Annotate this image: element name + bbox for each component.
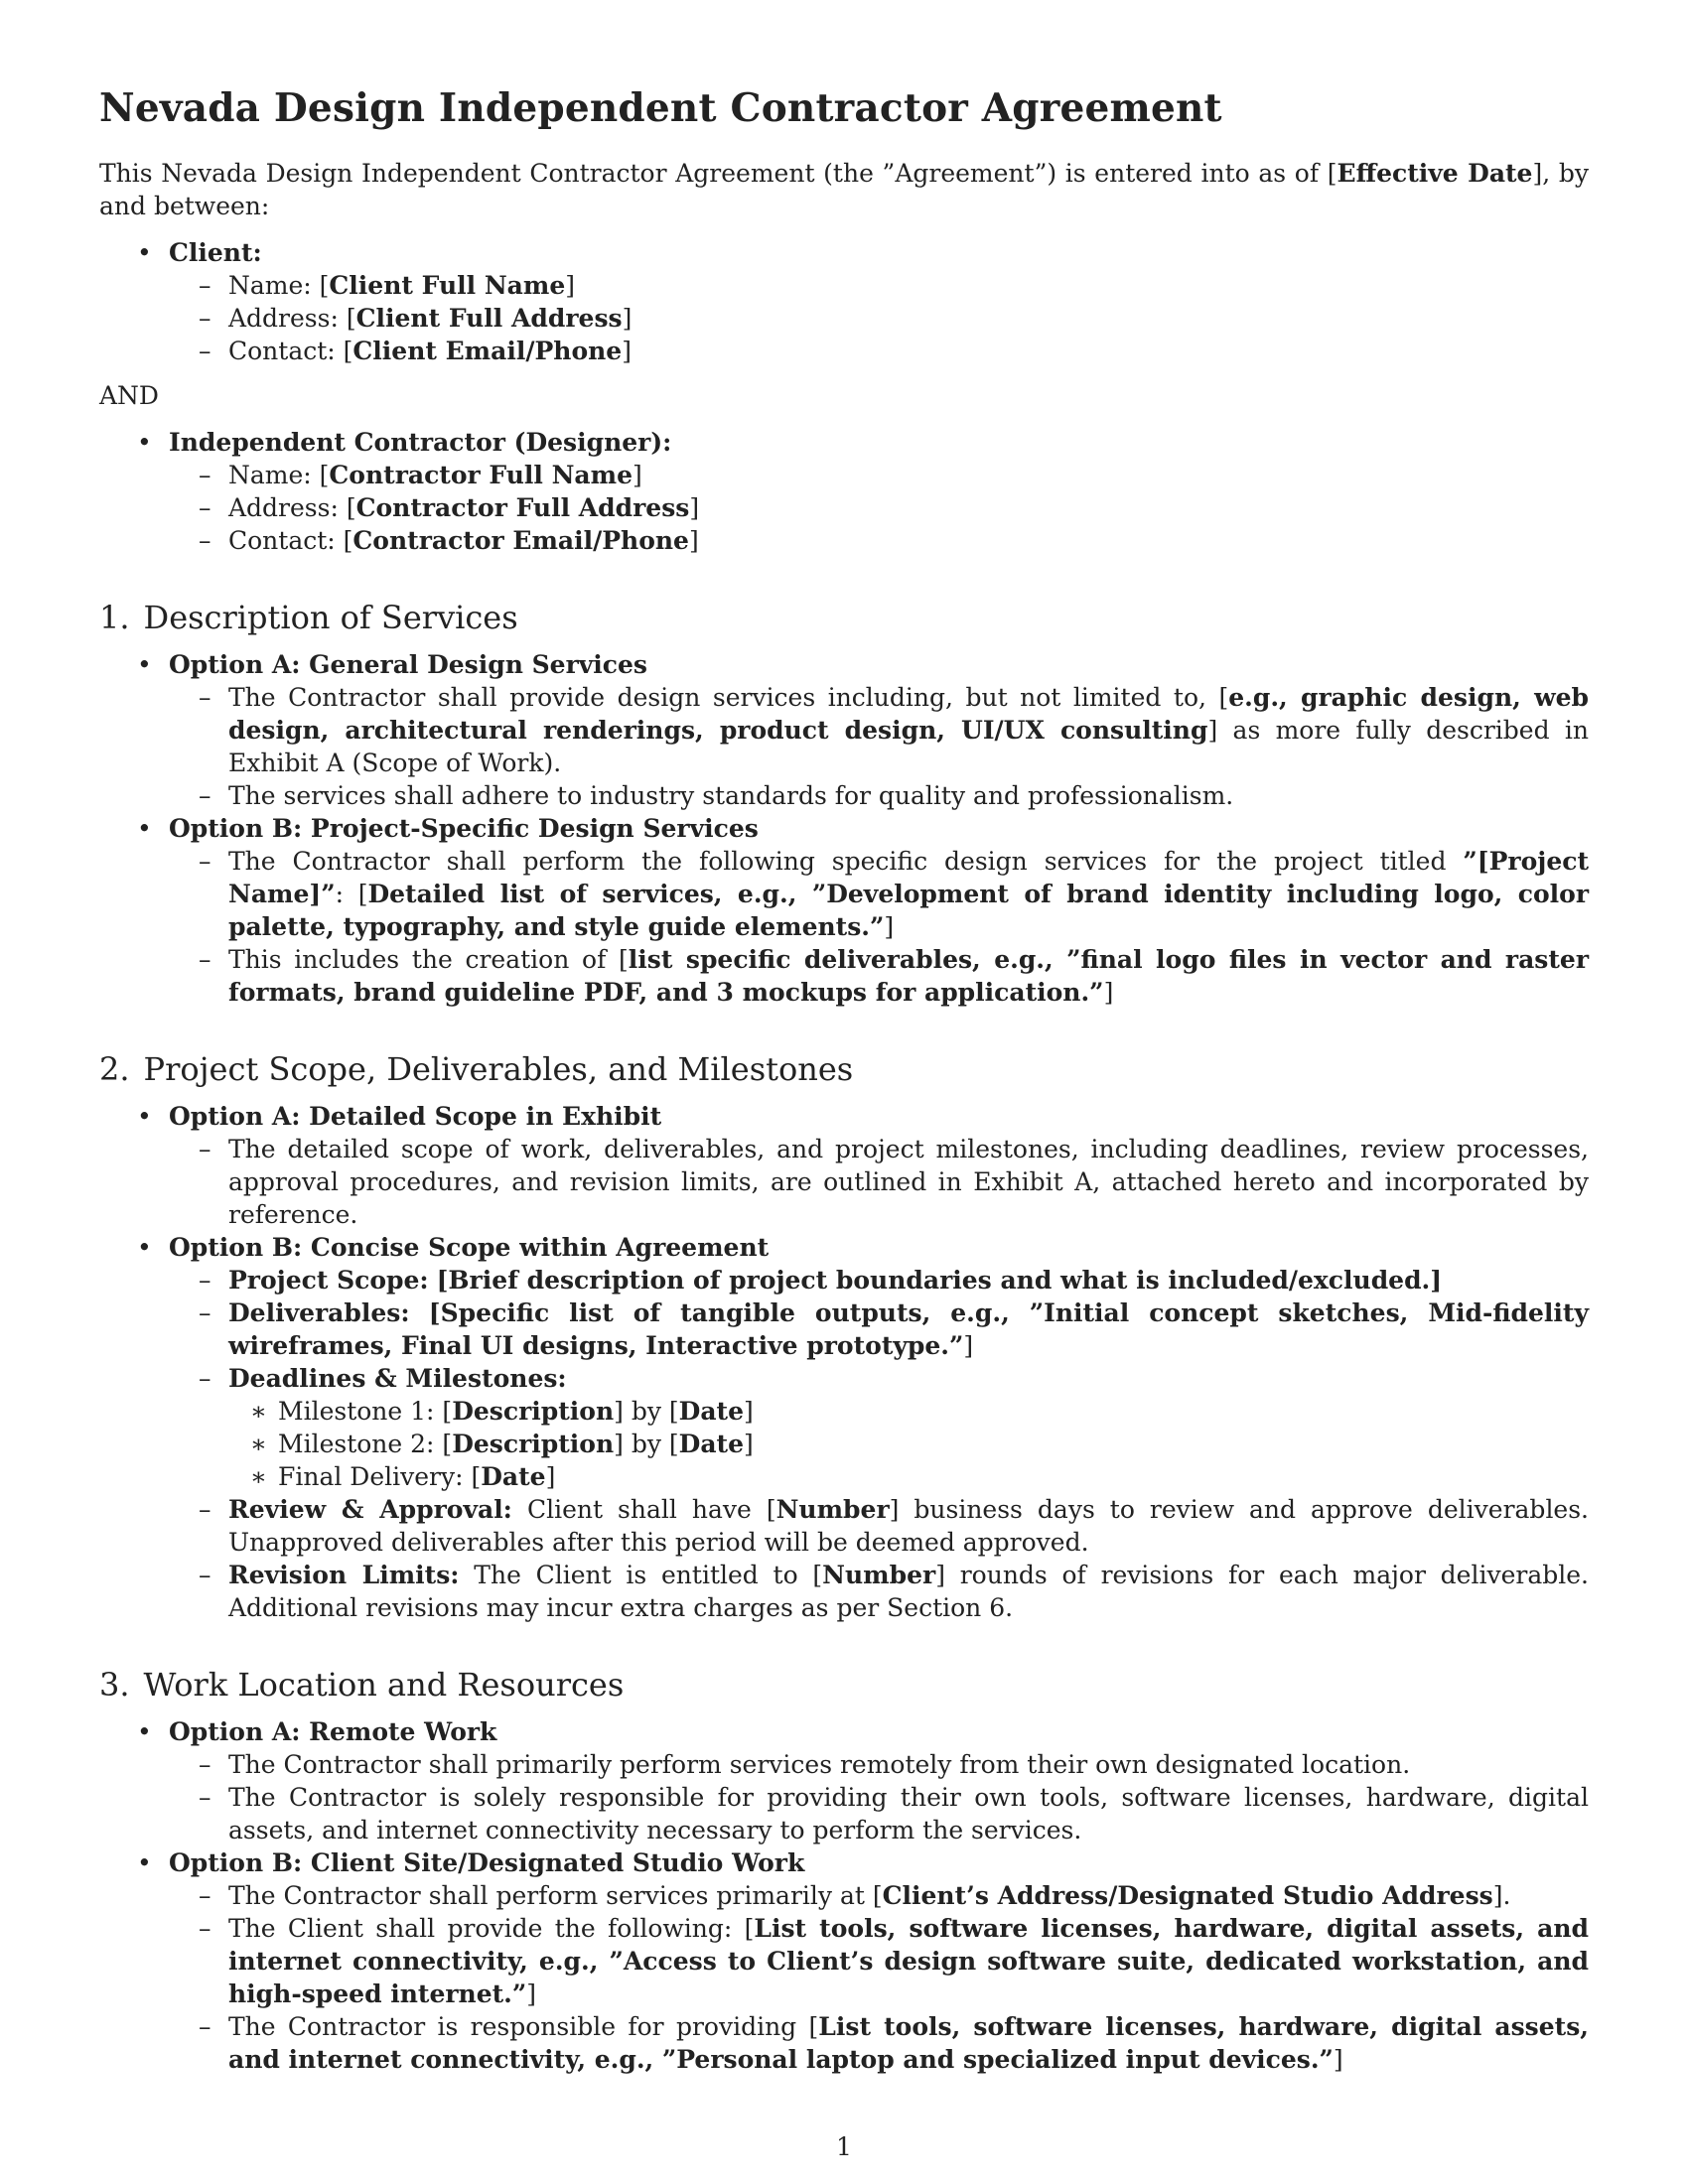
section-2-options: [99, 1100, 1589, 1624]
s1-b-item-1: – The Contractor shall perform the following specific design services for the project titled ”[Project Name]”: [Detailed list of services, e.g., ”Development of brand identity including logo, color palette, typography, and style guide elements.”]: [169, 845, 1589, 943]
s3-b-item-1: – The Contractor shall perform services primarily at [Client’s Address/Designated Studio Address].: [169, 1879, 1589, 1912]
contractor-address: – Address: [Contractor Full Address]: [169, 491, 1589, 524]
s2-option-b: • Option B: Concise Scope within Agreement – Project Scope: [Brief description of project boundaries and what is included/excluded.] – Deliverables: [Specific list of tangible outputs, e.g., ”Initial concept sketches, Mid-fidelity wireframes, Final UI designs, Interactive prototype.”] – Deadlines & Milestones: ∗ Milestone 1: [Description] by [Date] ∗ Milestone 2: [Description] by [Date] ∗ Final Delivery: [Date] – Review & Approval: Client shall have [Number] business days to review and approve deliverables. Unapproved deliverables after this period will be deemed approved. – Revision Limits: The Client is entitled to [Number] rounds of revisions for each major deliverable. Additional revisions may incur extra charges as per Section 6.: [99, 1231, 1589, 1624]
client-contact: – Contact: [Client Email/Phone]: [169, 335, 1589, 367]
section-1-heading: 1. Description of Services: [99, 599, 518, 636]
contractor-party-list: [99, 426, 1589, 557]
s1-a-item-1: – The Contractor shall provide design services including, but not limited to, [e.g., graphic design, web design, architectural renderings, product design, UI/UX consulting] as more fully described in Exhibit A (Scope of Work).: [169, 681, 1589, 779]
s3-option-b: • Option B: Client Site/Designated Studio Work – The Contractor shall perform services primarily at [Client’s Address/Designated Studio Address]. – The Client shall provide the following: [List tools, software licenses, hardware, digital assets, and internet connectivity, e.g., ”Access to Client’s design software suite, dedicated workstation, and high-speed internet.”] – The Contractor is responsible for providing [List tools, software licenses, hardware, digital assets, and internet connectivity, e.g., ”Personal laptop and specialized input devices.”]: [99, 1846, 1589, 2076]
s2-deliverables: – Deliverables: [Specific list of tangible outputs, e.g., ”Initial concept sketches, Mid-fidelity wireframes, Final UI designs, Interactive prototype.”]: [169, 1297, 1589, 1362]
intro-paragraph: [99, 157, 1589, 222]
contractor-party: [99, 426, 1589, 557]
s3-option-a: • Option A: Remote Work – The Contractor shall primarily perform services remotely from their own designated location. – The Contractor is solely responsible for providing their own tools, software licenses, hardware, digital assets, and internet connectivity necessary to perform the services.: [99, 1715, 1589, 1846]
section-2-heading: 2. Project Scope, Deliverables, and Milestones: [99, 1050, 854, 1088]
intro-text-end: ], by and between:: [99, 159, 1589, 220]
s1-option-b: • Option B: Project-Specific Design Services – The Contractor shall perform the following specific design services for the project titled ”[Project Name]”: [Detailed list of services, e.g., ”Development of brand identity including logo, color palette, typography, and style guide elements.”] – This includes the creation of [list specific deliverables, e.g., ”final logo files in vector and raster formats, brand guideline PDF, and 3 mockups for application.”]: [99, 812, 1589, 1009]
section-1-options: [99, 648, 1589, 1009]
s2-deadlines: – Deadlines & Milestones: ∗ Milestone 1: [Description] by [Date] ∗ Milestone 2: [Description] by [Date] ∗ Final Delivery: [Date]: [169, 1362, 1589, 1493]
s3-a-item-1: – The Contractor shall primarily perform services remotely from their own designated location.: [169, 1748, 1589, 1781]
client-name: – Name: [Client Full Name]: [169, 269, 1589, 302]
and-separator: AND: [99, 381, 159, 410]
s3-b-item-3: – The Contractor is responsible for providing [List tools, software licenses, hardware, digital assets, and internet connectivity, e.g., ”Personal laptop and specialized input devices.”]: [169, 2010, 1589, 2076]
client-party: [99, 236, 1589, 367]
s1-b-item-2: – This includes the creation of [list specific deliverables, e.g., ”final logo files in vector and raster formats, brand guideline PDF, and 3 mockups for application.”]: [169, 943, 1589, 1009]
milestone-2: ∗ Milestone 2: [Description] by [Date]: [228, 1428, 1589, 1460]
s2-option-a: • Option A: Detailed Scope in Exhibit – The detailed scope of work, deliverables, and project milestones, including deadlines, review processes, approval procedures, and revision limits, are outlined in Exhibit A, attached hereto and incorporated by reference.: [99, 1100, 1589, 1231]
contractor-label: Independent Contractor (Designer):: [169, 428, 672, 457]
s2-revision-limits: – Revision Limits: The Client is entitled to [Number] rounds of revisions for each major deliverable. Additional revisions may incur extra charges as per Section 6.: [169, 1559, 1589, 1624]
document-page: [99, 85, 1589, 2076]
s2-project-scope: – Project Scope: [Brief description of project boundaries and what is included/excluded.]: [169, 1264, 1589, 1297]
s2-review-approval: – Review & Approval: Client shall have [Number] business days to review and approve deliverables. Unapproved deliverables after this period will be deemed approved.: [169, 1493, 1589, 1559]
section-3-options: [99, 1715, 1589, 2076]
final-delivery: ∗ Final Delivery: [Date]: [228, 1460, 1589, 1493]
contractor-name: – Name: [Contractor Full Name]: [169, 459, 1589, 491]
document-title: Nevada Design Independent Contractor Agreement: [99, 85, 1222, 131]
s3-b-item-2: – The Client shall provide the following: [List tools, software licenses, hardware, digital assets, and internet connectivity, e.g., ”Access to Client’s design software suite, dedicated workstation, and high-speed internet.”]: [169, 1912, 1589, 2010]
page-number: 1: [836, 2132, 852, 2161]
s1-a-item-2: – The services shall adhere to industry standards for quality and professionalism.: [169, 779, 1589, 812]
s1-option-a: • Option A: General Design Services – The Contractor shall provide design services including, but not limited to, [e.g., graphic design, web design, architectural renderings, product design, UI/UX consulting] as more fully described in Exhibit A (Scope of Work). – The services shall adhere to industry standards for quality and professionalism.: [99, 648, 1589, 812]
client-address: – Address: [Client Full Address]: [169, 302, 1589, 335]
intro-text: This Nevada Design Independent Contractor Agreement (the ”Agreement”) is entered into as of [: [99, 159, 1337, 188]
effective-date-placeholder: Effective Date: [1336, 159, 1533, 188]
client-party-list: [99, 236, 1589, 367]
s3-a-item-2: – The Contractor is solely responsible for providing their own tools, software licenses, hardware, digital assets, and internet connectivity necessary to perform the services.: [169, 1781, 1589, 1846]
milestone-1: ∗ Milestone 1: [Description] by [Date]: [228, 1395, 1589, 1428]
section-3-heading: 3. Work Location and Resources: [99, 1666, 625, 1704]
client-label: Client:: [169, 238, 262, 267]
contractor-contact: – Contact: [Contractor Email/Phone]: [169, 524, 1589, 557]
s2-a-item-1: – The detailed scope of work, deliverables, and project milestones, including deadlines, review processes, approval procedures, and revision limits, are outlined in Exhibit A, attached hereto and incorporated by reference.: [169, 1133, 1589, 1231]
